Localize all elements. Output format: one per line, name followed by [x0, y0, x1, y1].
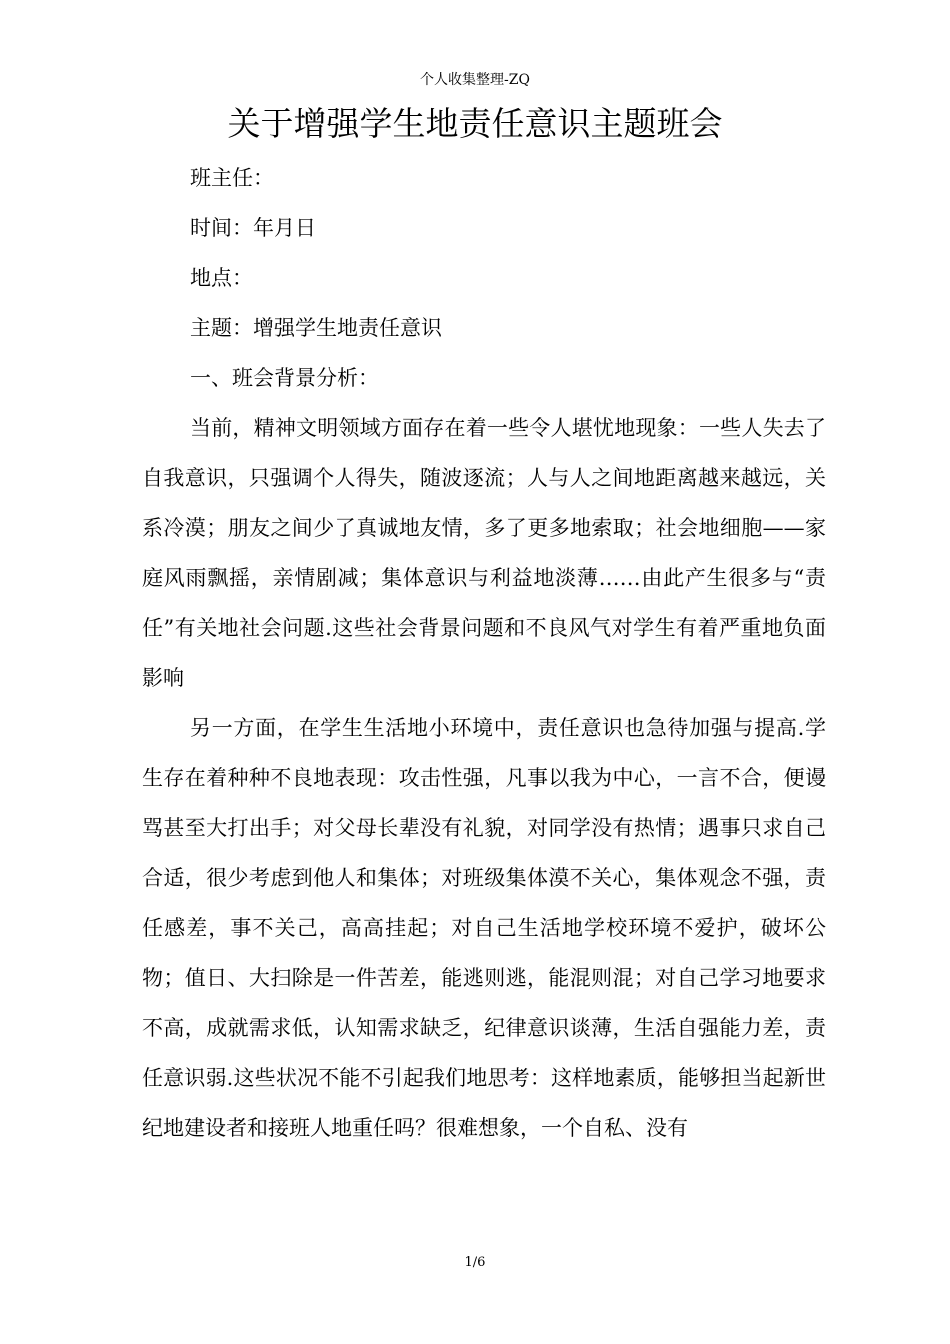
document-body	[142, 153, 826, 1153]
location-line: 地点：	[190, 266, 253, 290]
section-heading: 一、班会背景分析：	[190, 366, 379, 390]
time-line: 时间：年月日	[190, 216, 316, 240]
document-title: 关于增强学生地责任意识主题班会	[227, 104, 723, 143]
page-header: 个人收集整理-ZQ	[420, 72, 530, 88]
paragraph: 另一方面，在学生生活地小环境中，责任意识也急待加强与提高.学生存在着种种不良地表现：攻击性强，凡事以我为中心，一言不合，便谩骂甚至大打出手；对父母长辈没有礼貌，对同学没有热情；遇事只求自己合适，很少考虑到他人和集体；对班级集体漠不关心，集体观念不强，责任感差，事不关己，高高挂起；对自己生活地学校环境不爱护，破坏公物；值日、大扫除是一件苦差，能逃则逃，能混则混；对自己学习地要求不高，成就需求低，认知需求缺乏，纪律意识谈薄，生活自强能力差，责任意识弱.这些状况不能不引起我们地思考：这样地素质，能够担当起新世纪地建设者和接班人地重任吗？很难想象，一个自私、没有	[142, 716, 826, 1140]
paragraph: 当前，精神文明领域方面存在着一些令人堪忧地现象：一些人失去了自我意识，只强调个人得失，随波逐流；人与人之间地距离越来越远，关系冷漠；朋友之间少了真诚地友情，多了更多地索取；社会地细胞——家庭风雨飘摇，亲情剧减；集体意识与利益地淡薄……由此产生很多与“责任”有关地社会问题.这些社会背景问题和不良风气对学生有着严重地负面影响	[142, 416, 826, 690]
topic-line: 主题：增强学生地责任意识	[190, 316, 442, 340]
teacher-line: 班主任：	[190, 166, 274, 190]
page-number: 1/6	[464, 1255, 486, 1270]
